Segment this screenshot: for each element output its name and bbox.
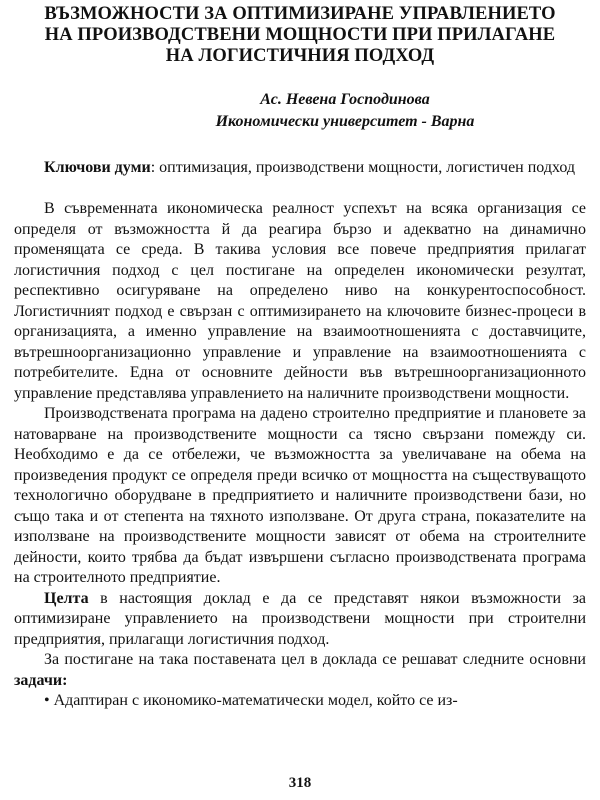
- goal-label: Целта: [44, 589, 89, 607]
- tasks-label: задачи:: [14, 671, 68, 689]
- author-name: Ас. Невена Господинова: [260, 91, 430, 108]
- paragraph-production-program: Производствената програма на дадено строително предприятие и плановете за натоварване на производствените мощности са тясно свързани помежду си. Необходимо е да се отбележи, че възможността за увеличаване на обема на произведения продукт се определя преди всичко от мощността на съществуващото технологично оборудване в предприятието и наличните производствени бази, но също така и от степента на тяхното използване. От друга страна, показателите на използване на производствените мощности зависят от обема на строителните дейности, които трябва да бъдат извършени съгласно производствената програма на строителното предприятие.: [14, 405, 586, 586]
- tasks-text: За постигане на така поставената цел в доклада се решават следните основни: [44, 651, 586, 668]
- paragraph-goal: [14, 589, 586, 651]
- goal-text: в настоящия доклад е да се представят някои възможности за оптимизиране управлението на производствени мощности при строителни предприятия, прилагащи логистичния подход.: [14, 589, 586, 648]
- title-line-1: ВЪЗМОЖНОСТИ ЗА ОПТИМИЗИРАНЕ УПРАВЛЕНИЕТО: [44, 4, 556, 24]
- keywords-text: : оптимизация, производствени мощности, логистичен подход: [150, 159, 576, 176]
- keywords-paragraph: [14, 157, 586, 178]
- paragraph-tasks: [14, 650, 586, 691]
- page-number: 318: [288, 775, 312, 791]
- title-line-3: НА ЛОГИСТИЧНИЯ ПОДХОД: [165, 46, 435, 66]
- body-text: [14, 199, 586, 712]
- bullet-item-1: • Адаптиран с икономико-математически модел, който се из-: [44, 692, 458, 709]
- paper-title: [14, 4, 586, 67]
- paragraph-intro: В съвременната икономическа реалност успехът на всяка организация се определя от възможността й да реагира бързо и адекватно на динамично променящата се среда. В такива условия все повече предприятия прилагат логистичния подход с цел постигане на определен икономически резултат, респективно осигуряване на определено ниво на конкурентоспособност. Логистичният подход е свързан с оптимизирането на ключовите бизнес-процеси в организацията, а именно управление на взаимоотношенията с доставчиците, вътрешноорганизационно управление и управление на взаимоотношенията с потребителите. Една от основните дейности във вътрешноорганизационното управление представлява управлението на наличните производствени мощности.: [14, 200, 586, 402]
- author-block: [14, 89, 586, 133]
- author-affiliation: Икономически университет - Варна: [215, 113, 475, 130]
- keywords-label: Ключови думи: [44, 159, 151, 176]
- title-line-2: НА ПРОИЗВОДСТВЕНИ МОЩНОСТИ ПРИ ПРИЛАГАНЕ: [44, 25, 556, 45]
